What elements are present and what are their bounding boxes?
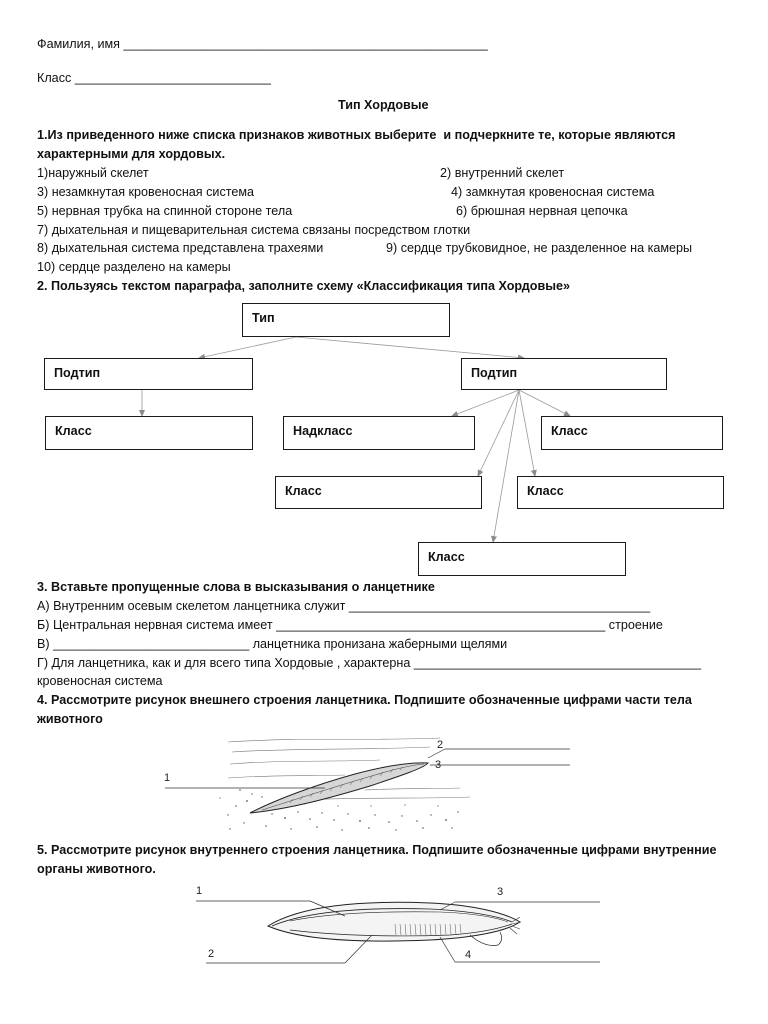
box-subtype-right-label: Подтип: [471, 366, 518, 380]
class-field-line[interactable]: Класс ____________________________: [37, 71, 271, 85]
q1-item-1: 1)наружный скелет: [37, 166, 149, 180]
box-type-label: Тип: [252, 311, 275, 325]
q1-item-8: 8) дыхательная система представлена трахеями: [37, 241, 324, 255]
external-label-3: 3: [435, 759, 442, 771]
internal-label-3: 3: [497, 886, 504, 898]
q1-item-5: 5) нервная трубка на спинной стороне тела: [37, 204, 293, 218]
q2-prompt: 2. Пользуясь текстом параграфа, заполните схему «Классификация типа Хордовые»: [37, 279, 570, 293]
page-title: Тип Хордовые: [338, 98, 429, 112]
q1-item-3: 3) незамкнутая кровеносная система: [37, 185, 255, 199]
lancelet-body-internal: [268, 902, 520, 945]
q1-item-6: 6) брюшная нервная цепочка: [456, 204, 628, 218]
q4-prompt-line1: 4. Рассмотрите рисунок внешнего строения ланцетника. Подпишите обозначенные цифрами части тела: [37, 693, 692, 707]
q3-statement-d[interactable]: Г) Для ланцетника, как и для всего типа Хордовые , характерна _________________________________________: [37, 656, 702, 670]
external-label-1: 1: [164, 772, 171, 784]
q1-item-2: 2) внутренний скелет: [440, 166, 565, 180]
q1-prompt-line2: характерными для хордовых.: [37, 147, 226, 161]
internal-label-1: 1: [196, 885, 203, 897]
q3-statement-b[interactable]: Б) Центральная нервная система имеет _______________________________________________ строение: [37, 618, 663, 632]
name-field-line[interactable]: Фамилия, имя ____________________________________________________: [37, 37, 488, 51]
box-class-left-label: Класс: [55, 424, 92, 438]
q3-statement-c[interactable]: В) ____________________________ ланцетника пронизана жаберными щелями: [37, 637, 508, 651]
q5-prompt-line2: органы животного.: [37, 862, 156, 876]
q3-statement-a[interactable]: А) Внутренним осевым скелетом ланцетника служит ___________________________________________: [37, 599, 651, 613]
q3-prompt: 3. Вставьте пропущенные слова в высказывания о ланцетнике: [37, 580, 435, 594]
q4-prompt-line2: животного: [37, 712, 103, 726]
internal-label-4: 4: [465, 949, 472, 961]
box-class-mid-right-label: Класс: [527, 484, 564, 498]
q1-prompt-line1: 1.Из приведенного ниже списка признаков животных выберите и подчеркните те, которые являются: [37, 128, 676, 142]
internal-label-2: 2: [208, 948, 215, 960]
box-subtype-left-label: Подтип: [54, 366, 101, 380]
box-class-right-top-label: Класс: [551, 424, 588, 438]
q1-item-10: 10) сердце разделено на камеры: [37, 260, 231, 274]
q1-item-4: 4) замкнутая кровеносная система: [451, 185, 655, 199]
q1-item-7: 7) дыхательная и пищеварительная система связаны посредством глотки: [37, 223, 471, 237]
q5-prompt-line1: 5. Рассмотрите рисунок внутреннего строения ланцетника. Подпишите обозначенные цифрами внутренние: [37, 843, 717, 857]
external-label-2: 2: [437, 739, 444, 751]
box-class-bottom-label: Класс: [428, 550, 465, 564]
q3-statement-d-cont: кровеносная система: [37, 674, 163, 688]
box-class-mid-left-label: Класс: [285, 484, 322, 498]
q1-item-9: 9) сердце трубковидное, не разделенное на камеры: [386, 241, 693, 255]
box-superclass-label: Надкласс: [293, 424, 353, 438]
